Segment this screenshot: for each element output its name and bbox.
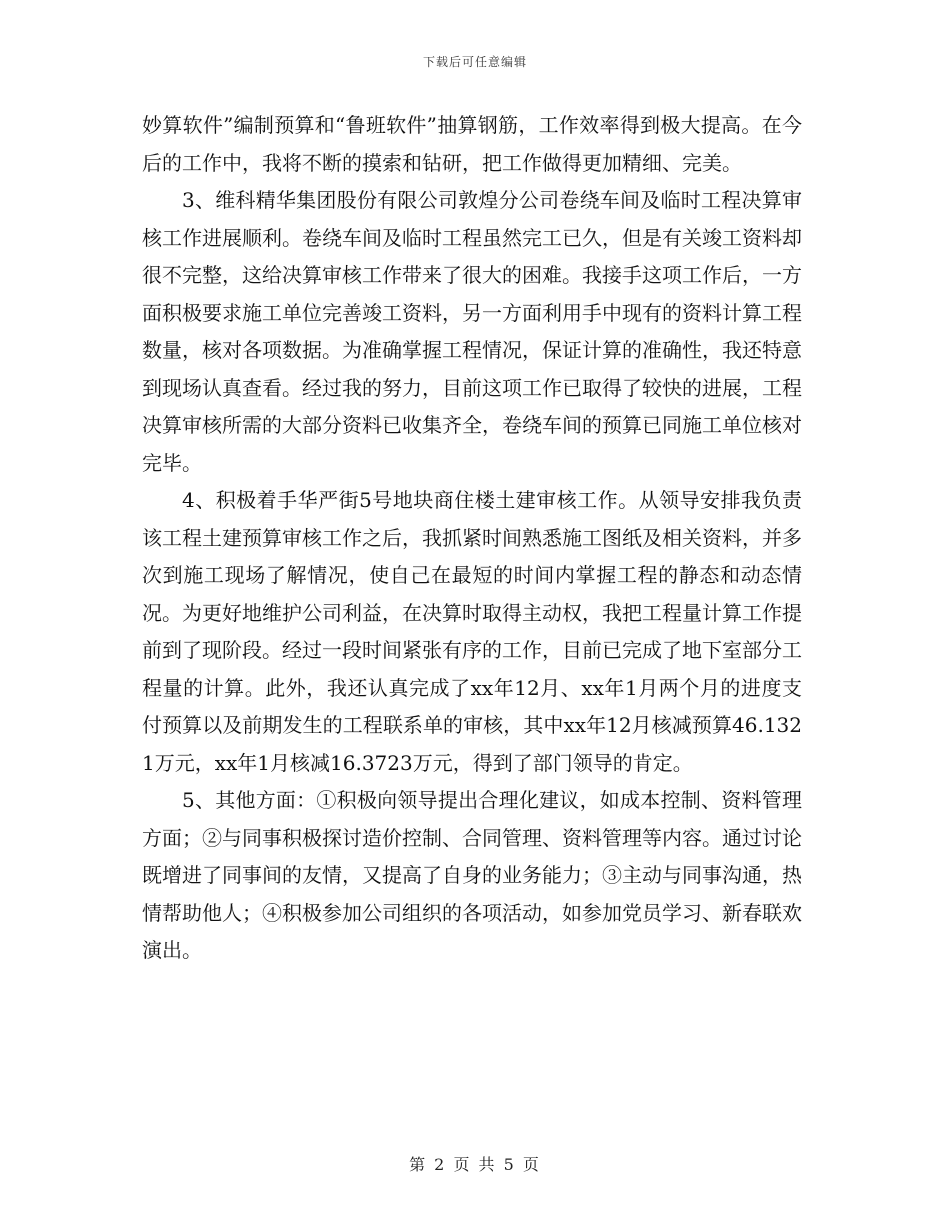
document-body [142, 107, 802, 970]
paragraph-item-3: 3、维科精华集团股份有限公司敦煌分公司卷绕车间及临时工程决算审核工作进展顺利。卷绕车间及临时工程虽然完工已久，但是有关竣工资料却很不完整，这给决算审核工作带来了很大的困难。我接手这项工作后，一方面积极要求施工单位完善竣工资料，另一方面利用手中现有的资料计算工程数量，核对各项数据。为准确掌握工程情况，保证计算的准确性，我还特意到现场认真查看。经过我的努力，目前这项工作已取得了较快的进展，工程决算审核所需的大部分资料已收集齐全，卷绕车间的预算已同施工单位核对完毕。 [142, 188, 802, 475]
paragraph-continuation: 妙算软件”编制预算和“鲁班软件”抽算钢筋，工作效率得到极大提高。在今后的工作中，我将不断的摸索和钻研，把工作做得更加精细、完美。 [142, 113, 802, 175]
paragraph-item-4: 4、积极着手华严街5号地块商住楼土建审核工作。从领导安排我负责该工程土建预算审核工作之后，我抓紧时间熟悉施工图纸及相关资料，并多次到施工现场了解情况，使自己在最短的时间内掌握工程的静态和动态情况。为更好地维护公司利益，在决算时取得主动权，我把工程量计算工作提前到了现阶段。经过一段时间紧张有序的工作，目前已完成了地下室部分工程量的计算。此外，我还认真完成了xx年12月、xx年1月两个月的进度支付预算以及前期发生的工程联系单的审核，其中xx年12月核减预算46.1321万元，xx年1月核减16.3723万元，得到了部门领导的肯定。 [142, 488, 802, 775]
header-note: 下载后可任意编辑 [422, 55, 527, 69]
paragraph-item-5: 5、其他方面：①积极向领导提出合理化建议，如成本控制、资料管理方面；②与同事积极探讨造价控制、合同管理、资料管理等内容。通过讨论既增进了同事间的友情，又提高了自身的业务能力；③主动与同事沟通，热情帮助他人；④积极参加公司组织的各项活动，如参加党员学习、新春联欢演出。 [142, 788, 802, 962]
page-number-footer: 第 2 页 共 5 页 [409, 1155, 541, 1174]
